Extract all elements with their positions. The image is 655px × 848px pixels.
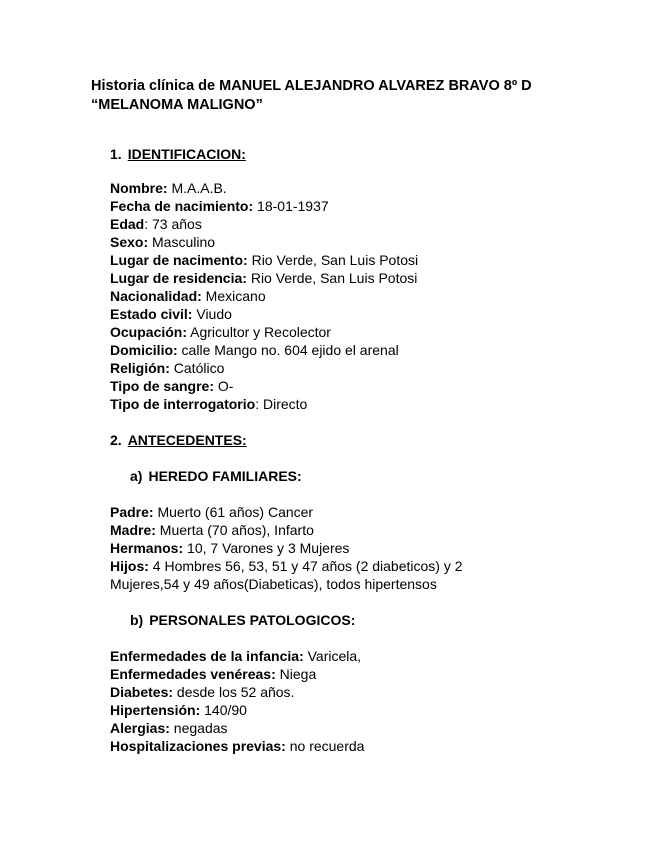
field-domicilio: Domicilio: calle Mango no. 604 ejido el arenal [110,342,399,358]
section-1-title: IDENTIFICACION: [127,146,246,162]
field-edad: Edad: 73 años [110,216,202,232]
field-hermanos: Hermanos: 10, 7 Varones y 3 Mujeres [110,540,350,556]
subsection-a-heading [130,467,302,485]
field-diabetes: Diabetes: desde los 52 años. [110,684,295,700]
field-lugar-residencia: Lugar de residencia: Rio Verde, San Luis Potosi [110,270,418,286]
subsection-a-label: a) [130,468,143,484]
field-hijos: Hijos: 4 Hombres 56, 53, 51 y 47 años (2 diabeticos) y 2 [110,558,463,574]
section-2-number: 2. [110,432,122,448]
field-lugar-nacimiento: Lugar de nacimento: Rio Verde, San Luis Potosi [110,252,419,268]
title-line-2: “MELANOMA MALIGNO” [91,97,263,113]
field-hospitalizaciones: Hospitalizaciones previas: no recuerda [110,738,365,754]
section-1-number: 1. [110,146,122,162]
title-line-1: Historia clínica de MANUEL ALEJANDRO ALVAREZ BRAVO 8º D [91,78,532,94]
field-estado-civil: Estado civil: Viudo [110,306,232,322]
field-enfermedades-venereas: Enfermedades venéreas: Niega [110,666,317,682]
field-nacionalidad: Nacionalidad: Mexicano [110,288,266,304]
section-1-heading [110,145,246,163]
field-hipertension: Hipertensión: 140/90 [110,702,247,718]
field-tipo-sangre: Tipo de sangre: O- [110,378,234,394]
document-title [91,77,611,115]
subsection-b-label: b) [130,612,144,628]
field-fecha-nacimiento: Fecha de nacimiento: 18-01-1937 [110,198,329,214]
field-tipo-interrogatorio: Tipo de interrogatorio: Directo [110,396,308,412]
section-2-heading [110,431,247,449]
field-ocupacion: Ocupación: Agricultor y Recolector [110,324,331,340]
field-madre: Madre: Muerta (70 años), Infarto [110,522,314,538]
subsection-b-title: PERSONALES PATOLOGICOS: [149,612,356,628]
field-padre: Padre: Muerto (61 años) Cancer [110,504,314,520]
field-enfermedades-infancia: Enfermedades de la infancia: Varicela, [110,648,362,664]
subsection-a-title: HEREDO FAMILIARES: [148,468,302,484]
field-sexo: Sexo: Masculino [110,234,216,250]
field-religion: Religión: Católico [110,360,225,376]
field-nombre: Nombre: M.A.A.B. [110,180,227,196]
subsection-b-heading [130,611,355,629]
section-2-title: ANTECEDENTES: [127,432,247,448]
field-alergias: Alergias: negadas [110,720,228,736]
field-hijos-continuation: Mujeres,54 y 49 años(Diabeticas), todos hipertensos [110,576,437,592]
